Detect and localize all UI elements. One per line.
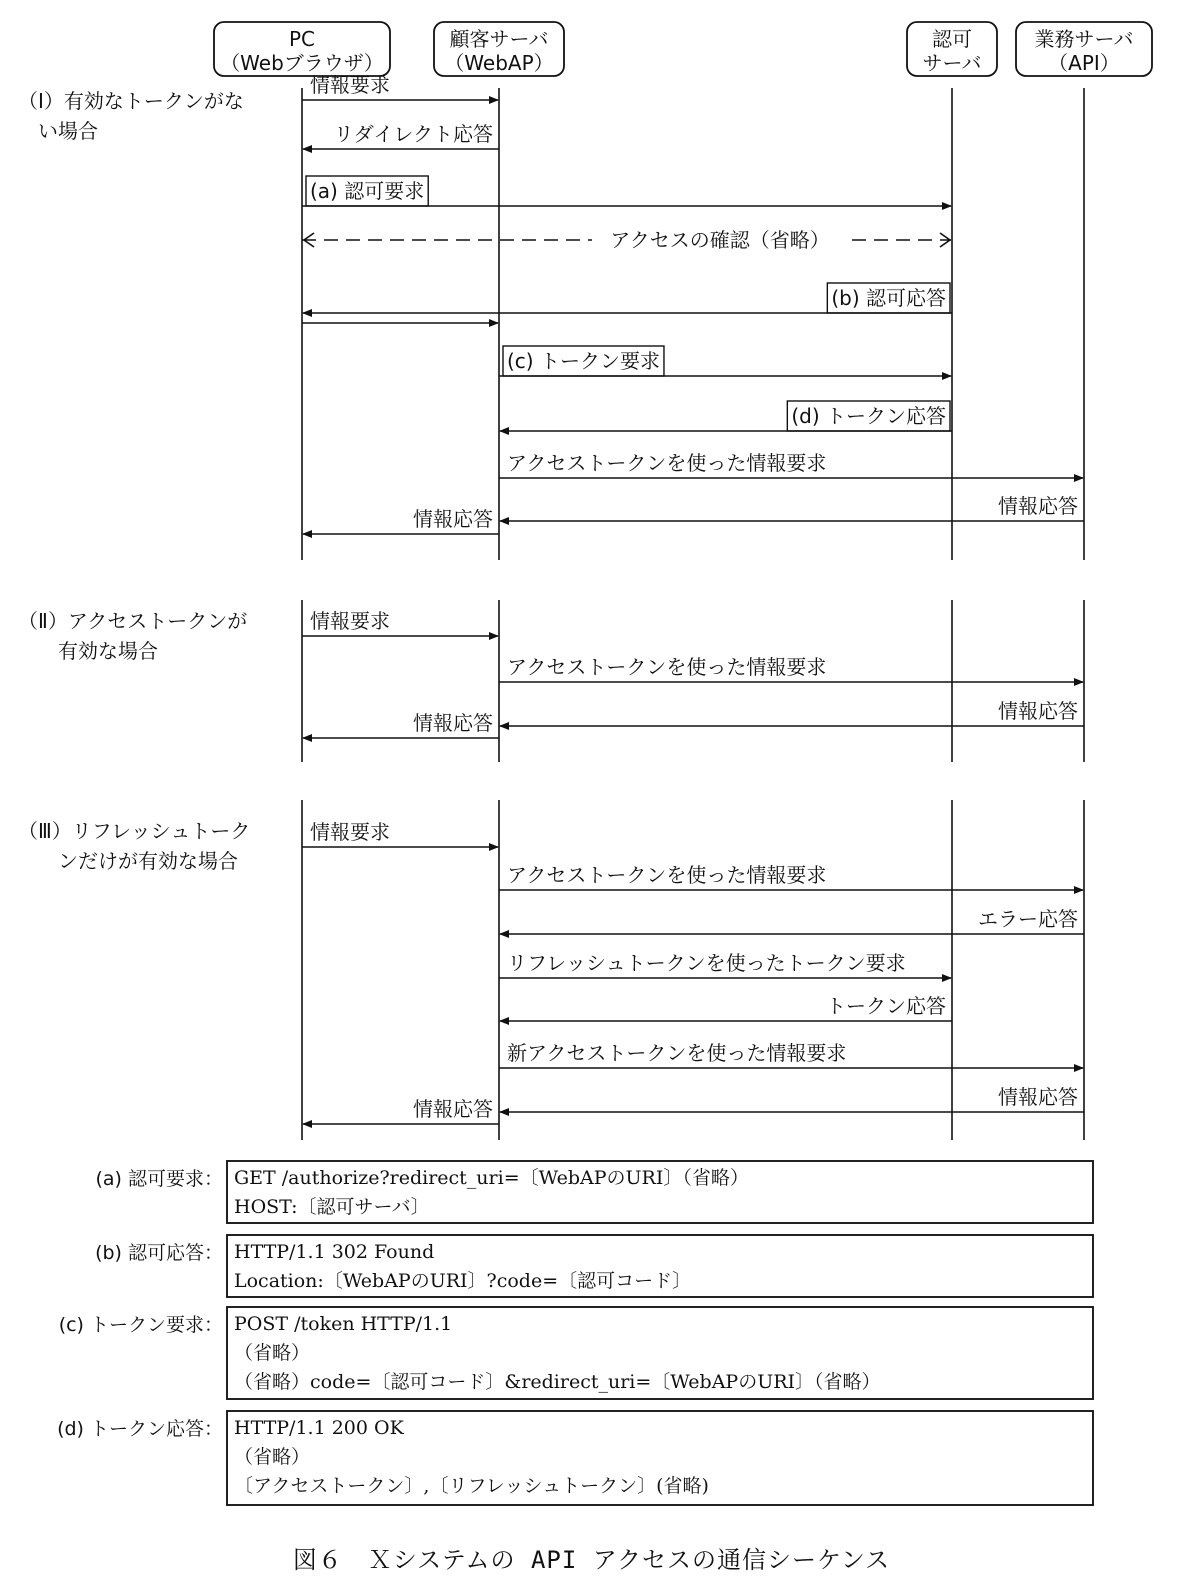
message — [303, 122, 499, 149]
message — [303, 1097, 499, 1124]
definition-box — [226, 1234, 1094, 1298]
message-label: 情報要求 — [310, 609, 390, 633]
participant-api — [1016, 22, 1152, 76]
section-label-3: （Ⅲ）リフレッシュトーク ンだけが有効な場合 — [18, 819, 251, 873]
message-label: アクセストークンを使った情報要求 — [507, 451, 827, 475]
figure-caption: 図６ Ｘシステムの API アクセスの通信シーケンス — [292, 1546, 891, 1574]
message-label: 情報応答 — [413, 711, 493, 735]
message-label: 情報応答 — [413, 507, 493, 531]
participant-name: PC — [288, 27, 316, 51]
message — [303, 283, 952, 313]
participant-name: 認可 — [932, 27, 972, 51]
definition-line: （省略） — [234, 1342, 311, 1364]
message-label: (c) トークン要求 — [507, 349, 660, 373]
message — [499, 451, 1083, 478]
participant-auth — [907, 22, 997, 76]
message — [499, 951, 951, 978]
message — [302, 73, 498, 100]
message-label: エラー応答 — [978, 907, 1078, 931]
message-label: リフレッシュトークンを使ったトークン要求 — [507, 951, 906, 975]
message — [500, 699, 1084, 726]
definition-line: HOST:〔認可サーバ〕 — [234, 1196, 430, 1218]
participant-role: （WebAP） — [444, 51, 554, 75]
message-label: 情報要求 — [310, 73, 390, 97]
message-label: 情報応答 — [413, 1097, 493, 1121]
message-label: 情報応答 — [998, 1085, 1078, 1109]
definition-box — [226, 1410, 1094, 1506]
message — [499, 1041, 1083, 1068]
message-label: アクセストークンを使った情報要求 — [507, 863, 827, 887]
participant-name: 顧客サーバ — [449, 27, 549, 51]
participants — [214, 22, 1152, 76]
message — [499, 655, 1083, 682]
message — [500, 994, 952, 1021]
message-label: アクセストークンを使った情報要求 — [507, 655, 827, 679]
message — [302, 176, 951, 206]
message-label: 情報応答 — [998, 699, 1078, 723]
message — [499, 346, 951, 376]
definition-line: 〔アクセストークン〕,〔リフレッシュトークン〕(省略) — [234, 1475, 709, 1497]
definition-label: (b) 認可応答： — [95, 1242, 223, 1264]
definition-label: (c) トークン要求： — [58, 1314, 223, 1336]
definition-box — [226, 1306, 1094, 1400]
message — [302, 820, 498, 847]
message — [500, 907, 1084, 934]
participant-webap — [434, 22, 564, 76]
message — [500, 1085, 1084, 1112]
definition-line: HTTP/1.1 302 Found — [234, 1241, 435, 1263]
message — [302, 609, 498, 636]
message-label: 情報応答 — [998, 494, 1078, 518]
message-label: リダイレクト応答 — [333, 122, 493, 146]
section-label-2: （Ⅱ）アクセストークンが 有効な場合 — [18, 609, 248, 663]
message-label: (d) トークン応答 — [791, 404, 946, 428]
participant-name: 業務サーバ — [1034, 27, 1134, 51]
message-label: アクセスの確認（省略） — [610, 228, 830, 252]
message — [500, 494, 1084, 521]
message — [303, 711, 499, 738]
definition-label: (d) トークン応答： — [57, 1418, 223, 1440]
message-label: 新アクセストークンを使った情報要求 — [507, 1041, 847, 1065]
message-label: (a) 認可要求 — [310, 179, 425, 203]
message-label: (b) 認可応答 — [831, 286, 946, 310]
participant-pc — [214, 22, 390, 76]
definition-line: GET /authorize?redirect_uri=〔WebAPのURI〕（省略） — [234, 1167, 749, 1189]
messages — [302, 73, 1084, 1124]
participant-role: サーバ — [922, 51, 982, 75]
section-label-1: （Ⅰ）有効なトークンがな い場合 — [18, 89, 244, 143]
definition-label: (a) 認可要求： — [95, 1168, 223, 1190]
message — [500, 401, 952, 431]
message — [302, 224, 951, 254]
definition-box — [226, 1160, 1094, 1224]
participant-role: （API） — [1048, 51, 1120, 75]
definition-line: （省略） — [234, 1446, 311, 1468]
message-label: トークン応答 — [826, 994, 946, 1018]
participant-role: （Webブラウザ） — [220, 51, 384, 75]
definition-line: （省略）code=〔認可コード〕&redirect_uri=〔WebAPのURI〕（省略） — [234, 1371, 881, 1393]
message-label: 情報要求 — [310, 820, 390, 844]
definition-line: HTTP/1.1 200 OK — [234, 1417, 404, 1439]
definition-line: Location:〔WebAPのURI〕?code=〔認可コード〕 — [234, 1270, 692, 1292]
message — [499, 863, 1083, 890]
message — [303, 507, 499, 534]
definition-line: POST /token HTTP/1.1 — [234, 1313, 453, 1335]
